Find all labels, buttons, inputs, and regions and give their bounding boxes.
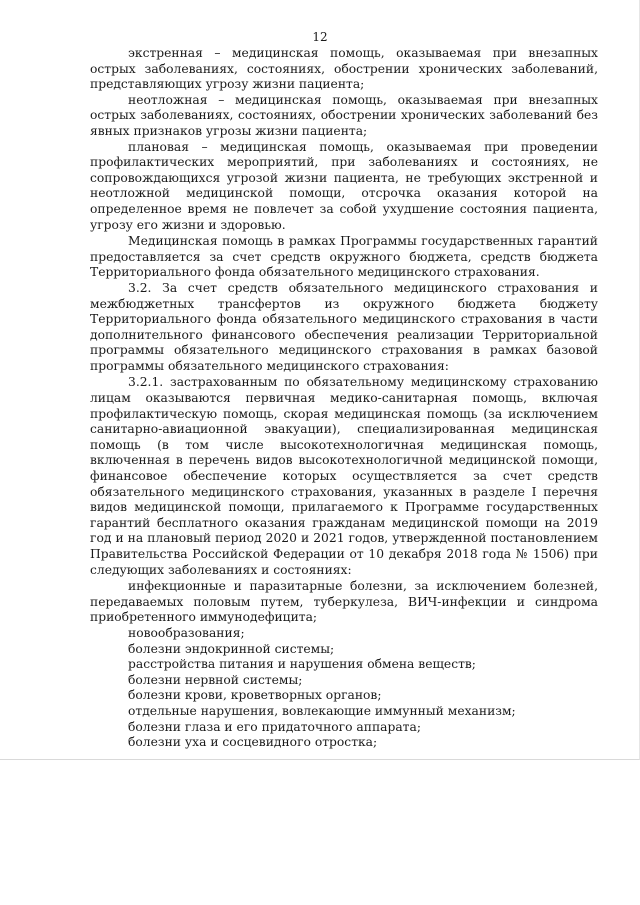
paragraph-section-3-2-1: 3.2.1. застрахованным по обязательному медицинскому страхованию лицам оказываются первичная медико-санитарная помощь, включая профилактическую помощь, скорая медицинская помощь (за исключением санитарно-авиационной эвакуации), специализированная медицинская помощь (в том числе высокотехнологичная медицинская помощь, включенная в перечень видов высокотехнологичной медицинской помощи, финансовое обеспечение которых осуществляется за счет средств обязательного медицинского страхования, указанных в разделе I перечня видов медицинской помощи, прилагаемого к Программе государственных гарантий бесплатного оказания гражданам медицинской помощи на 2019 год и на плановый период 2020 и 2021 годов, утвержденной постановлением Правительства Российской Федерации от 10 декабря 2018 года № 1506) при следующих заболеваниях и состояниях: xyxy=(90,375,598,577)
document-body xyxy=(90,46,598,751)
list-item: болезни глаза и его придаточного аппарата; xyxy=(128,719,421,734)
paragraph-section-3-2: 3.2. За счет средств обязательного медицинского страхования и межбюджетных трансфертов из окружного бюджета бюджету Территориального фонда обязательного медицинского страхования в части дополнительного финансового обеспечения реализации Территориальной программы обязательного медицинского страхования в рамках базовой программы обязательного медицинского страхования: xyxy=(90,280,598,373)
list-item: болезни крови, кроветворных органов; xyxy=(128,688,382,703)
list-item: расстройства питания и нарушения обмена веществ; xyxy=(128,657,476,672)
list-item: болезни уха и сосцевидного отростка; xyxy=(128,735,378,750)
paragraph-urgent: неотложная – медицинская помощь, оказываемая при внезапных острых заболеваниях, состояниях, обострении хронических заболеваний без явных признаков угрозы жизни пациента; xyxy=(90,92,598,138)
list-item: новообразования; xyxy=(128,625,245,640)
list-item: болезни эндокринной системы; xyxy=(128,641,335,656)
list-item: болезни нервной системы; xyxy=(128,672,303,687)
paragraph-infectious-diseases: инфекционные и паразитарные болезни, за исключением болезней, передаваемых половым путем, туберкулеза, ВИЧ-инфекции и синдрома приобретенного иммунодефицита; xyxy=(90,579,598,625)
paragraph-emergency: экстренная – медицинская помощь, оказываемая при внезапных острых заболеваниях, состояниях, обострении хронических заболеваний, представляющих угрозу жизни пациента; xyxy=(90,46,598,92)
paragraph-planned: плановая – медицинская помощь, оказываемая при проведении профилактических мероприятий, при заболеваниях и состояниях, не сопровождающихся угрозой жизни пациента, не требующих экстренной и неотложной медицинской помощи, отсрочка оказания которой на определенное время не повлечет за собой ухудшение состояния пациента, угрозу его жизни и здоровью. xyxy=(90,139,598,232)
paragraph-funding: Медицинская помощь в рамках Программы государственных гарантий предоставляется за счет средств окружного бюджета, средств бюджета Территориального фонда обязательного медицинского страхования. xyxy=(90,234,598,280)
page-number: 12 xyxy=(312,30,328,44)
list-item: отдельные нарушения, вовлекающие иммунный механизм; xyxy=(128,703,516,718)
